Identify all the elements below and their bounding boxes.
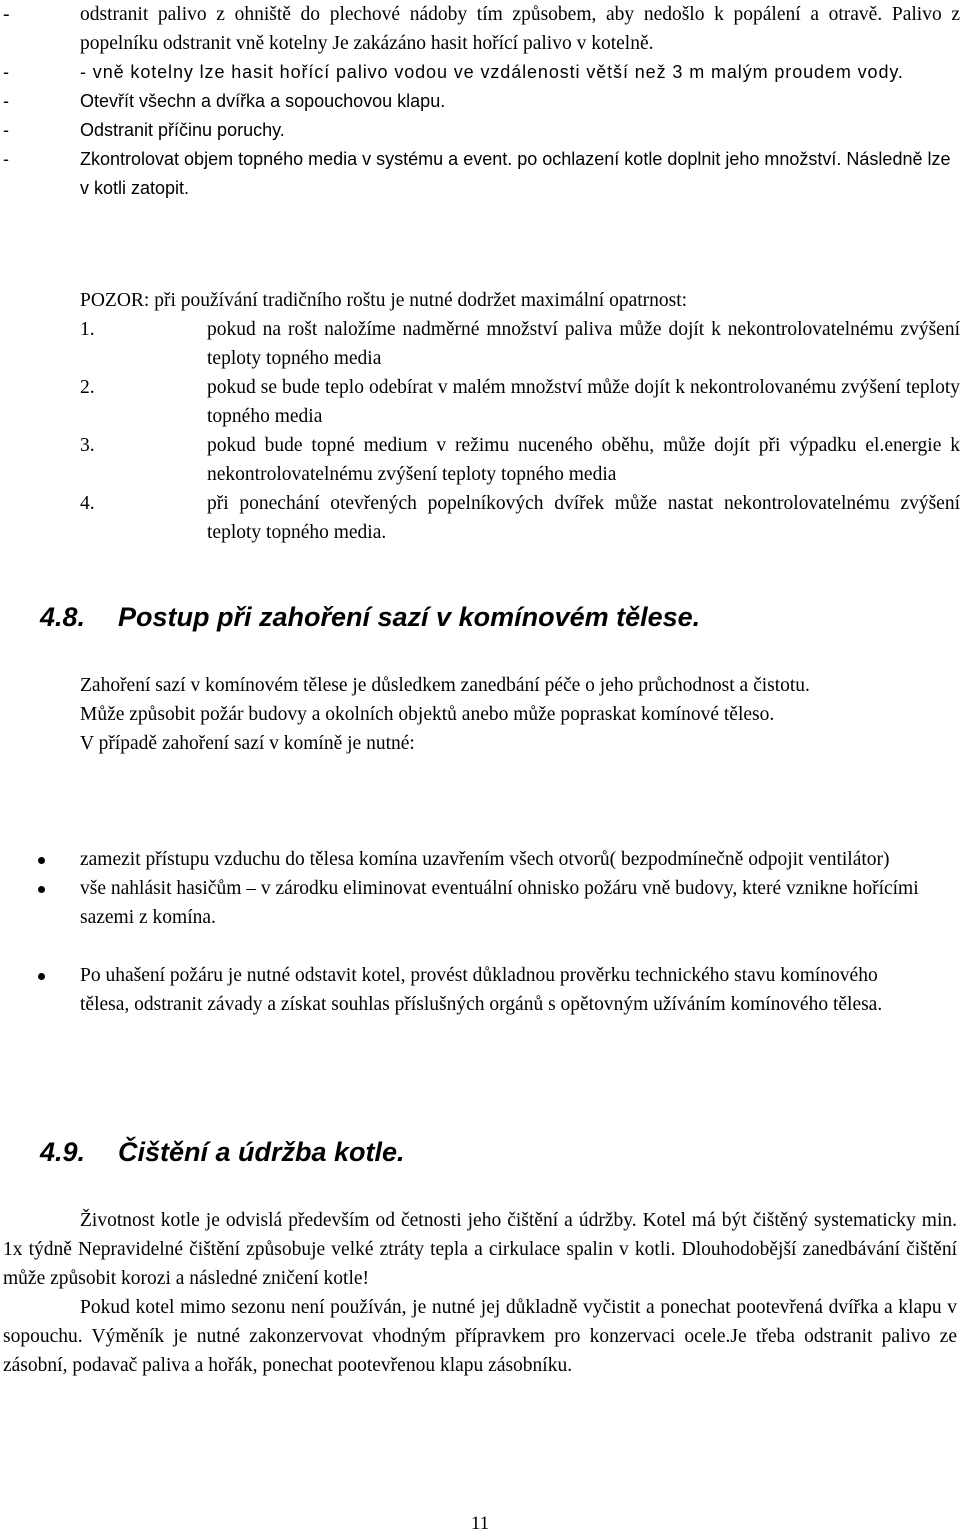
list-item [0, 87, 960, 116]
list-item-text: odstranit palivo z ohniště do plechové nádoby tím způsobem, aby nedošlo k popálení a otravě. Palivo z popelníku odstranit vně kotelny Je zakázáno hasit hořící palivo v kotelně. [80, 4, 960, 54]
warning-block [80, 286, 960, 547]
section-heading [40, 1135, 405, 1169]
bullet-text: Po uhašení požáru je nutné odstavit kotel, provést důkladnou prověrku technického stavu komínového tělesa, odstranit závady a získat souhlas příslušných orgánů s opětovným užíváním komínového tělesa. [80, 965, 883, 1015]
warning-item [80, 431, 960, 489]
warning-item-number: 1. [80, 319, 95, 340]
bullet-list [38, 845, 928, 1019]
section-number: 4.9. [40, 1137, 86, 1167]
warning-item [80, 373, 960, 431]
list-item [0, 58, 960, 87]
section-number: 4.8. [40, 602, 86, 632]
bullet-item [38, 961, 928, 1019]
bullet-item [38, 874, 928, 932]
section-heading [40, 600, 700, 634]
list-dash: - [3, 4, 10, 25]
warning-item-text: pokud na rošt naložíme nadměrné množství paliva může dojít k nekontrolovatelnému zvýšení teploty topného media [207, 319, 960, 369]
list-item-text: Otevřít všechn a dvířka a sopouchovou klapu. [80, 91, 446, 111]
list-item-text: Zkontrolovat objem topného media v systému a event. po ochlazení kotle doplnit jeho množství. Následně lze v kotli zatopit. [80, 149, 951, 198]
bullet-icon [38, 973, 45, 980]
paragraph: Může způsobit požár budovy a okolních objektů anebo může popraskat komínové těleso. [80, 704, 775, 725]
list-item [0, 0, 960, 58]
section-title: Postup při zahoření sazí v komínovém tělese. [118, 602, 701, 632]
list-item-text: Odstranit příčinu poruchy. [80, 120, 285, 140]
list-dash: - [3, 149, 9, 169]
list-item-text: - vně kotelny lze hasit hořící palivo vodou ve vzdálenosti větší než 3 m malým proudem vody. [80, 62, 904, 82]
warning-item-number: 4. [80, 493, 95, 514]
paragraph: V případě zahoření sazí v komíně je nutné: [80, 733, 415, 754]
list-item [0, 145, 960, 203]
section-body [3, 671, 957, 758]
warning-item-number: 3. [80, 435, 95, 456]
warning-item-text: pokud se bude teplo odebírat v malém množství může dojít k nekontrolovanému zvýšení teploty topného media [207, 377, 960, 427]
bullet-text: vše nahlásit hasičům – v zárodku eliminovat eventuální ohnisko požáru vně budovy, které vznikne hořícími sazemi z komína. [80, 878, 919, 928]
list-dash: - [3, 120, 9, 140]
instruction-list [0, 0, 960, 203]
section-title: Čištění a údržba kotle. [118, 1137, 405, 1167]
paragraph: Životnost kotle je odvislá především od četnosti jeho čištění a údržby. Kotel má být čištěný systematicky min. 1x týdně Nepravidelné čištění způsobuje velké ztráty tepla a cirkulace spalin v kotli. Dlouhodobější zanedbávání čištění může způsobit korozi a následné zničení kotle! [3, 1210, 957, 1289]
warning-item [80, 315, 960, 373]
paragraph: Pokud kotel mimo sezonu není používán, je nutné jej důkladně vyčistit a ponechat pootevřená dvířka a klapu v sopouchu. Výměník je nutné zakonzervovat vhodným přípravkem pro konzervaci ocele.Je třeba odstranit palivo ze zásobní, podavač paliva a hořák, ponechat pootevřenou klapu zásobníku. [3, 1297, 957, 1376]
warning-intro: POZOR: při používání tradičního roštu je nutné dodržet maximální opatrnost: [80, 290, 688, 311]
warning-item-text: při ponechání otevřených popelníkových dvířek může nastat nekontrolovatelnému zvýšení teploty topného media. [207, 493, 960, 543]
paragraph: Zahoření sazí v komínovém tělese je důsledkem zanedbání péče o jeho průchodnost a čistotu. [80, 675, 810, 696]
list-item [0, 116, 960, 145]
page-number: 11 [470, 1513, 490, 1534]
list-dash: - [3, 91, 9, 111]
bullet-item [38, 845, 928, 874]
warning-item-number: 2. [80, 377, 95, 398]
bullet-icon [38, 886, 45, 893]
bullet-text: zamezit přístupu vzduchu do tělesa komína uzavřením všech otvorů( bezpodmínečně odpojit ventilátor) [80, 849, 890, 870]
section-body [3, 1206, 957, 1380]
warning-item-text: pokud bude topné medium v režimu nuceného oběhu, může dojít při výpadku el.energie k nekontrolovatelnému zvýšení teploty topného media [207, 435, 960, 485]
bullet-icon [38, 857, 45, 864]
warning-item [80, 489, 960, 547]
list-dash: - [3, 62, 10, 82]
